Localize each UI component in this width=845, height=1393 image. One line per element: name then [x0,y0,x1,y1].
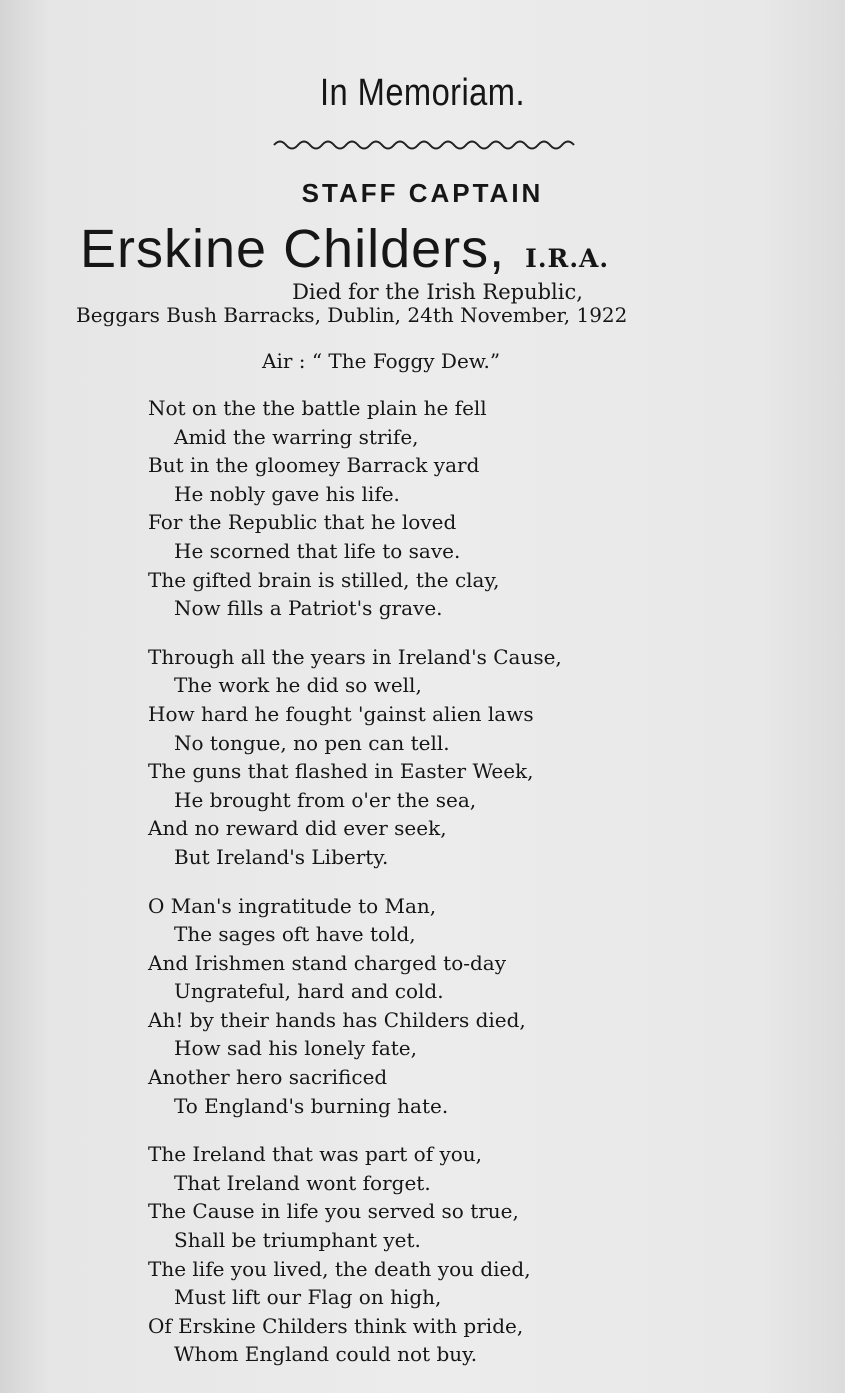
poem-line: Amid the warring strife, [174,424,419,449]
poem-line: He brought from o'er the sea, [174,787,477,812]
poem-line: The gifted brain is stilled, the clay, [148,567,500,592]
poem-line: Of Erskine Childers think with pride, [148,1313,524,1338]
stanza [148,643,562,872]
poem-line: Through all the years in Ireland's Cause, [148,644,562,669]
poem-line: Shall be triumphant yet. [174,1228,421,1253]
poem-line: And Irishmen stand charged to-day [148,950,507,975]
poem-line: Ah! by their hands has Childers died, [148,1007,526,1032]
poem-line: And no reward did ever seek, [148,816,447,841]
subtitle-line-2: Beggars Bush Barracks, Dublin, 24th November, 1922 [76,303,628,327]
stanza [148,1140,562,1369]
poem-line: That Ireland wont forget. [174,1170,431,1195]
subtitle-line-1: Died for the Irish Republic, [292,280,583,304]
air-note: Air : “ The Foggy Dew.” [262,349,501,373]
name-row [80,218,780,280]
poem-line: O Man's ingratitude to Man, [148,893,437,918]
rank-heading: STAFF CAPTAIN [301,178,544,208]
poem-line: The life you lived, the death you died, [148,1256,531,1281]
poem-line: How hard he fought 'gainst alien laws [148,701,534,726]
poem-line: He nobly gave his life. [174,481,400,506]
page-title: In Memoriam. [320,72,525,114]
poem-line: Whom England could not buy. [174,1342,478,1367]
poem-line: The work he did so well, [174,673,422,698]
poem-line: The Ireland that was part of you, [148,1142,483,1167]
poem-line: Now fills a Patriot's grave. [174,596,443,621]
stanza [148,892,562,1121]
poem-line: Must lift our Flag on high, [174,1285,442,1310]
poem-line: The Cause in life you served so true, [148,1199,519,1224]
poem-line: Another hero sacrificed [148,1065,388,1090]
poem-line: No tongue, no pen can tell. [174,730,450,755]
poem-line: For the Republic that he loved [148,510,457,535]
poem-line: But in the gloomey Barrack yard [148,453,480,478]
honoree-name: Erskine Childers, [80,219,506,279]
poem-line: Not on the the battle plain he fell [148,396,487,420]
poem-line: The sages oft have told, [174,922,416,947]
poem-line: Ungrateful, hard and cold. [174,979,444,1004]
poem-line: How sad his lonely fate, [174,1036,417,1061]
poem-line: The guns that flashed in Easter Week, [148,759,534,784]
poem-line: To England's burning hate. [174,1093,449,1118]
poem [148,394,562,1389]
wavy-divider [272,136,584,154]
affiliation: I.R.A. [525,244,610,273]
poem-line: But Ireland's Liberty. [174,844,389,869]
poem-line: He scorned that life to save. [174,538,461,563]
stanza [148,394,562,623]
